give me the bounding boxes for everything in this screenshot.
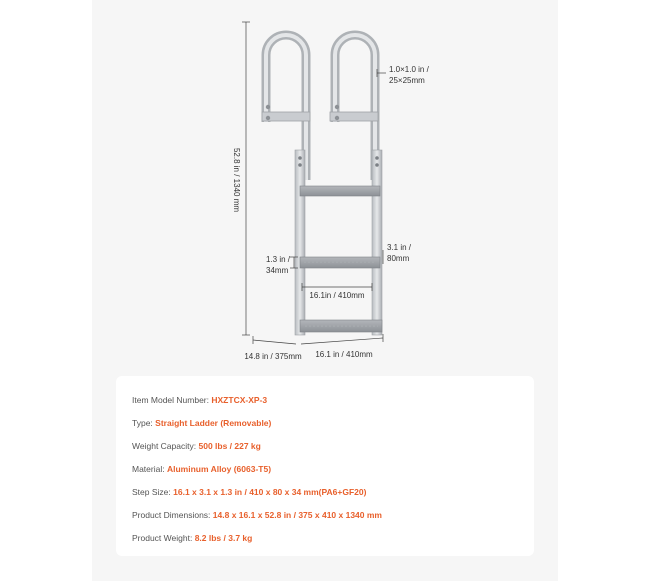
spec-label: Material: [132, 464, 165, 474]
depth-dimension [253, 336, 296, 344]
spec-value: HXZTCX-XP-3 [211, 395, 268, 405]
spec-label: Step Size: [132, 487, 171, 497]
spec-product-weight [132, 533, 252, 543]
spec-label: Product Dimensions: [132, 510, 211, 520]
specs-panel [116, 376, 534, 556]
right-handle [335, 35, 375, 180]
bolt-icon [266, 105, 270, 109]
spec-value: 8.2 lbs / 3.7 kg [194, 533, 253, 543]
tube-size-line1: 1.0×1.0 in / [389, 65, 429, 74]
tube-size-line2: 25×25mm [389, 76, 425, 85]
inner-width-dimension [302, 283, 372, 291]
bolt-icon [266, 116, 270, 120]
outer-width-dimension [301, 334, 383, 344]
inner-width-label: 16.1in / 410mm [309, 291, 365, 300]
bolt-icon [375, 163, 379, 167]
spec-material [132, 464, 271, 474]
spec-value: 14.8 x 16.1 x 52.8 in / 375 x 410 x 1340 mm [212, 510, 382, 520]
spec-label: Type: [132, 418, 153, 428]
step-thickness-line1: 1.3 in / [266, 255, 291, 264]
step-bottom [300, 320, 382, 332]
spec-product-dimensions [132, 510, 382, 520]
left-rail [295, 150, 305, 335]
height-label: 52.8 in / 1340 mm [232, 147, 241, 213]
step-middle [300, 257, 380, 268]
spec-label: Item Model Number: [132, 395, 209, 405]
depth-label: 14.8 in / 375mm [244, 352, 302, 361]
spec-value: Aluminum Alloy (6063-T5) [166, 464, 272, 474]
step-top [300, 186, 380, 196]
spec-value: 500 lbs / 227 kg [198, 441, 261, 451]
height-dimension [242, 22, 250, 335]
spec-value: 16.1 x 3.1 x 1.3 in / 410 x 80 x 34 mm(PA6+GF20) [173, 487, 367, 497]
spec-model [132, 395, 267, 405]
spec-label: Product Weight: [132, 533, 193, 543]
bolt-icon [375, 156, 379, 160]
step-width-line2: 80mm [387, 254, 410, 263]
spec-label: Weight Capacity: [132, 441, 197, 451]
bolt-icon [298, 163, 302, 167]
step-width-line1: 3.1 in / [387, 243, 412, 252]
right-rail [372, 150, 382, 335]
bolt-icon [298, 156, 302, 160]
step-thickness-line2: 34mm [266, 266, 289, 275]
bolt-icon [335, 105, 339, 109]
spec-type [132, 418, 271, 428]
outer-width-label: 16.1 in / 410mm [315, 350, 373, 359]
spec-step-size [132, 487, 366, 497]
spec-value: Straight Ladder (Removable) [155, 418, 272, 428]
spec-weight-capacity [132, 441, 261, 451]
bolt-icon [335, 116, 339, 120]
